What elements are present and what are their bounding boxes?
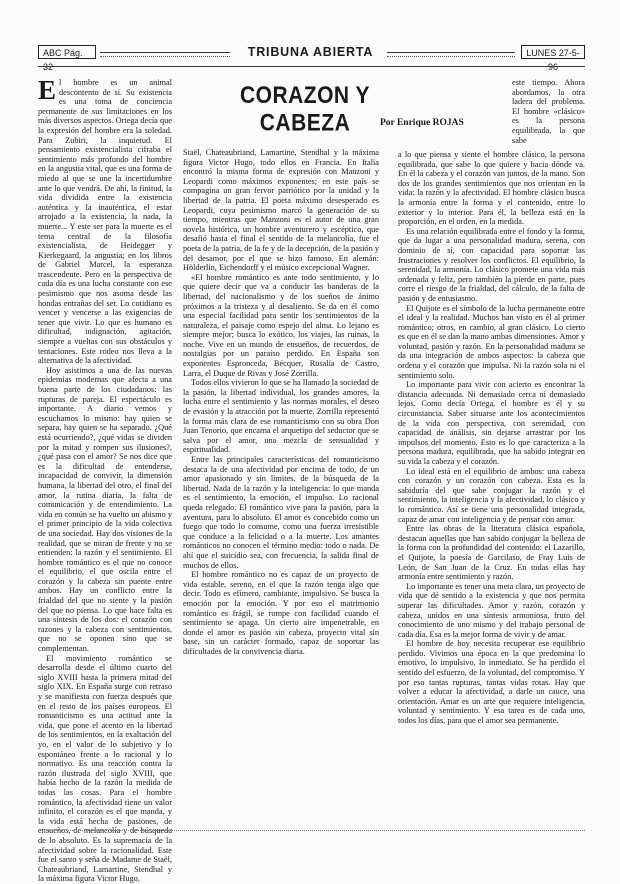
article-byline: Por Enrique ROJAS: [380, 118, 464, 128]
paragraph: «El hombre romántico es ante todo sentimiento, y lo que quiere decir que va a conducir las banderas de la libertad, del nacionalismo y de los sueños de ánimo próximos a la tristeza y al desaliento. Se da en él como una especial facilidad para sentir los sentimientos de la naturaleza, el paisaje como espejo del alma. Lo lejano es siempre mejor; busca lo exótico, los viajes, las ruinas, la noche. Vive en un mundo de ensueños, de recuerdos, de nostalgias por un paraíso perdido. En España son exponentes Espronceda, Bécquer, Rosalía de Castro, Larra, el Duque de Rivas y José Zorrilla.: [183, 272, 379, 378]
article-column-3: [398, 150, 585, 826]
paragraph: Todos ellos vivieron lo que se ha llamado la sociedad de la pasión, la libertad individual, los grandes amores, la lucha entre el sentimiento y las normas morales, el deseo de evasión y la atracción por la muerte. Zorrilla representó la forma más clara de ese romanticismo con su obra Don Juan Tenorio, que encarna el arquetipo del seductor que se salva por el amor, una mezcla de sensualidad y espiritualidad.: [183, 378, 379, 455]
section-page-label: ABC Pág. 32: [38, 45, 96, 59]
issue-date: LUNES 27-5-96: [521, 45, 585, 59]
article-column-3-top: este tiempo. Ahora abordamos, la otra ladera del problema. El hombre «clásico» es la persona equilibrada, la que sabe: [512, 78, 585, 145]
paragraph: El hombre de hoy necesita recuperar ese equilibrio perdido. Vivimos una época en la que predomina lo emotivo, lo impulsivo, lo inmediato. Se ha perdido el sentido del esfuerzo, de la voluntad, del compromiso. Y por eso tantas rupturas, tantas vidas rotas. Hay que volver a educar la afectividad, a darle un cauce, una orientación. Amar es un arte que requiere inteligencia, voluntad y sentimiento. Y esa tarea es de cada uno, todos los días, para que el amor sea permanente.: [398, 639, 585, 726]
header-rule-right-dotted: [387, 56, 515, 57]
paragraph: Lo importante es tener una meta clara, un proyecto de vida que dé sentido a la existencia y que nos permita superar las dificultades. Amor y razón, corazón y cabeza, unidos en una síntesis armoniosa, fruto del conocimiento de uno mismo y del trabajo personal de cada día. Esa es la mejor forma de vivir y de amar.: [398, 581, 585, 639]
section-title: TRIBUNA ABIERTA: [247, 45, 374, 59]
paragraph: El Quijote es el símbolo de la lucha permanente entre el ideal y la realidad. Muchos han visto en él al primer romántico; otros, en cambio, al gran clásico. Lo cierto es que en él se dan la mano ambas dimensiones. Amor y voluntad, pasión y razón. En la personalidad madura se da una integración de ambos aspectos: la cabeza que ordena y el corazón que impulsa. Ni la razón sola ni el sentimiento solo.: [398, 303, 585, 380]
paragraph: Entre las principales características del romanticismo destaca la de una afectividad por encima de todo, de un amor apasionado y sin límites, de la búsqueda de la libertad. Nada de la razón y la inteligencia: lo que manda es el sentimiento, la emoción, el impulso. Lo racional queda relegado. El romántico vive para la pasión, para la aventura, para lo absoluto. El amor es concebido como un fuego que todo lo consume, como una fuerza irresistible que conduce a la felicidad o a la muerte. Los amantes románticos no conocen el término medio: todo o nada. De ahí que el suicidio sea, con frecuencia, la salida final de muchos de ellos.: [183, 455, 379, 570]
paragraph: Lo importante para vivir con acierto es encontrar la distancia adecuada. Ni demasiado cerca ni demasiado lejos. Como decía Ortega, el hombre es él y su circunstancia. Saber situarse ante los acontecimientos de la vida con perspectiva, con serenidad, con capacidad de análisis, sin dejarse arrastrar por los impulsos del momento. Esto es lo que caracteriza a la persona madura, equilibrada, que ha sabido integrar en su vida la cabeza y el corazón.: [398, 380, 585, 466]
article-headline: CORAZON Y CABEZA: [239, 82, 371, 137]
paragraph: Es una relación equilibrada entre el fondo y la forma, que da lugar a una personalidad madura, serena, con dominio de sí, con capacidad para soportar las frustraciones y resolver los conflictos. El equilibrio, la serenidad, la armonía. Lo clásico promete una vida más ordenada y feliz, pero también la pierde en parte, pues corre el riesgo de la frialdad, del cálculo, de la falta de pasión y de entusiasmo.: [398, 226, 585, 303]
paragraph: l hombre es un animal descontento de sí. Su existencia es una toma de conciencia permanente de sus limitaciones en los más diversos aspectos. Ortega decía que la expresión del hombre era la soledad. Para Zubiri, la inquietud. El pensamiento existencialista cifraba el sentimiento más profundo del hombre en la angustia vital, que es una forma de miedo al que se une la incertidumbre ante lo que vendrá. De ahí, la finitud, la vida dividida entre la existencia auténtica y la inauténtica, el estar arrojado a la existencia, la nada, la muerte... Y este ser para la muerte es el tema central de la filosofía existencialista, de Heidegger y Kierkegaard, la angustia; en los libros de Gabriel Marcel, la esperanza trascendente. Pero en la perspectiva de cada día es una lucha constante con ese pesimismo que nos asoma desde las hondas entrañas del ser. Lo cotidiano es vencer y vencerse a las exigencias de tener que vivir. Lo que es humano es dificultad, indignación, agitación, siempre a vueltas con sus obstáculos y tentaciones. Este rodeo nos lleva a la alternativa de la afectividad.: [38, 78, 172, 366]
paragraph: Entre las obras de la literatura clásica española, destacan aquellas que han sabido conjugar la belleza de la forma con la profundidad del contenido: el Lazarillo, el Quijote, la poesía de Garcilaso, de Fray Luis de León, de San Juan de la Cruz. En todas ellas hay armonía entre sentimiento y razón.: [398, 524, 585, 582]
header-rule-right: [387, 52, 515, 53]
header-rule-left-dotted: [100, 56, 230, 57]
page-header: [38, 44, 585, 72]
footer-rule: [38, 830, 585, 831]
paragraph: Staël, Chateaubriand, Lamartine, Stendhal y la máxima figura Victor Hugo, todo ellos en Francia. En Italia encontró la misma forma de expresión con Manzoni y Leopardi como máximos exponentes; en este país se compagina un gran fervor patriótico por la unidad y la libertad de la patria. El poeta máximo desesperado es Leopardi, cuya pesimismo marcó la generación de su tiempo, mientras que Manzoni es el autor de una gran novela histórica, un hombre aventurero y escéptico, que desafió hasta el final el sentido de la melancolía, fue el poeta de la patria, de la fe y de la decepción, de la pasión y del desamor, por el que se hizo famoso. En alemán: Hölderlin, Eichendorff y el músico excepcional Wagner.: [183, 148, 379, 273]
paragraph: a lo que piensa y siente el hombre clásico, la persona equilibrada, que sabe lo que quiere y hacia dónde va. En él la cabeza y el corazón van juntos, de la mano. Son dos de los grandes sentimientos que nos orientan en la vida: la razón y la afectividad. El hombre clásico busca la armonía entre la forma y el contenido, entre lo exterior y lo interior. Para él, la belleza está en la proporción, en el orden, en la medida.: [398, 150, 585, 227]
paragraph: El movimiento romántico se desarrolla desde el último cuarto del siglo XVIII hasta la primera mitad del siglo XIX. En España surge con retraso y se manifiesta con fuerza después que en el resto de los países europeos. El romanticismo es una actitud ante la vida, que pone el acento en la libertad de los sentimientos, en la exaltación del yo, en el valor de lo subjetivo y lo espontáneo frente a lo racional y lo normativo. Es una reacción contra la razón ilustrada del siglo XVIII, que había hecho de la razón la medida de todas las cosas. Para el hombre romántico, la afectividad tiene un valor infinito, el corazón es el que manda, y la vida está hecha de pasiones, de ensueños, de melancolía y de búsqueda de lo absoluto. Es la supremacía de la afectividad sobre la racionalidad. Este fue el santo y seña de Madame de Staël, Chateaubriand, Lamartine, Stendhal y la máxima figura Victor Hugo.: [38, 653, 172, 884]
article-column-2: [183, 148, 379, 826]
header-rule-left: [100, 52, 230, 53]
drop-cap: E: [38, 75, 57, 105]
header-bottom-rule: [38, 66, 585, 67]
paragraph: Lo ideal está en el equilibrio de ambos: una cabeza con corazón y un corazón con cabeza. Esta es la sabiduría del que sabe conjugar la razón y el sentimiento, la inteligencia y la afectividad, lo clásico y lo romántico. Así se tiene una personalidad integrada, capaz de amar con inteligencia y de pensar con amor.: [398, 466, 585, 524]
paragraph: Hoy asistimos a una de las nuevas epidemias modernas que afecta a una buena parte de los ciudadanos: las rupturas de pareja. El espectáculo es importante. A diario vemos y escuchamos lo mismo: hay quien se separa, hay quien se ha separado. ¿Qué está ocurriendo?, ¿qué vidas se dividen por la mitad y rompen sus ilusiones?, ¿qué pasa con el amor? Se nos dice que es la dificultad de entenderse, incapacidad de convivir, la dimensión humana, la libertad del otro, el final del amor, la rutina diaria, la falta de comunicación y de entendimiento. La vida en común se ha vuelto un abismo y el primer principio de la vida colectiva de una sociedad. Hay dos visiones de la realidad, que se miran de frente y no se entienden: la razón y el sentimiento. El hombre romántico es el que no conoce el equilibrio, el que oscila entre el corazón y la cabeza sin puente entre ambos. Hay un conflicto entre la frialdad del que no siente y la pasión del que no piensa. Lo que hace falta es una síntesis de los dos: el corazón con razones y la cabeza con sentimientos, que no se oponen sino que se complementan.: [38, 365, 172, 654]
paragraph: El hombre romántico no es capaz de un proyecto de vida estable, sereno, en el que la razón tenga algo que decir. Todo es efímero, cambiante, impulsivo. Se busca la emoción por la emoción. Y por eso el matrimonio romántico es frágil, se rompe con facilidad cuando el sentimiento se apaga. Un cierto aire impenetrable, en donde el amor es pasión sin cabeza, proyecto vital sin base, sin un carácter formado, capaz de soportar las dificultades de la convivencia diaria.: [183, 570, 379, 656]
article-column-1: [38, 75, 172, 884]
